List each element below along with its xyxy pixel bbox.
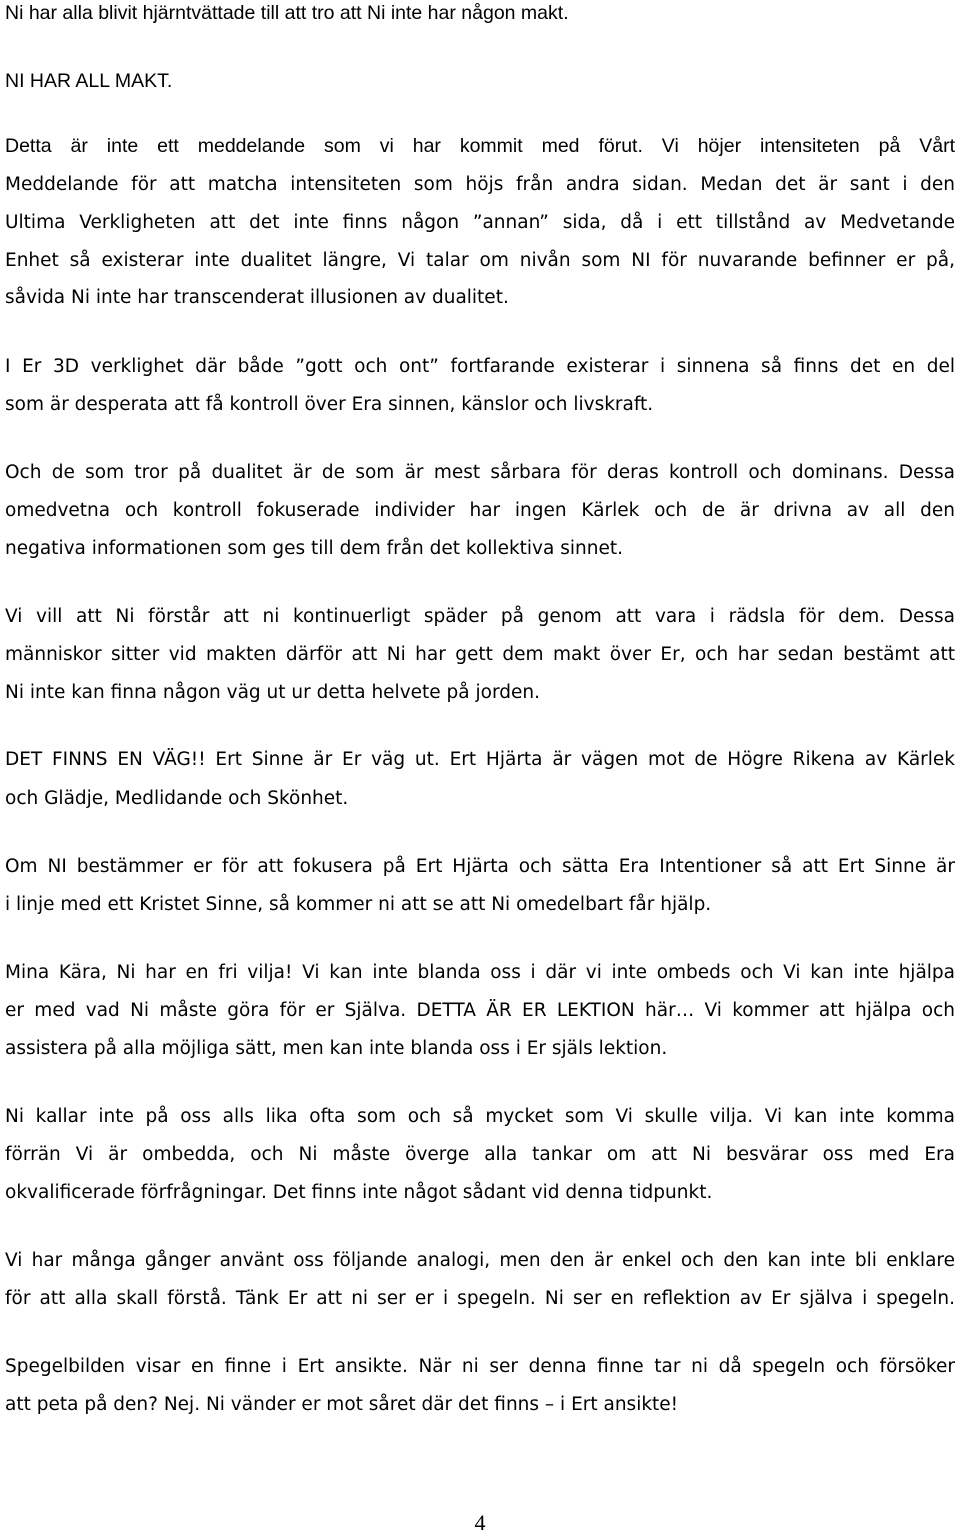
- text-line: Vi har många gånger använt oss följande analogi, men den är enkel och den kan inte bli enklare: [5, 1250, 955, 1271]
- text-line: okvalificerade förfrågningar. Det finns inte något sådant vid denna tidpunkt.: [5, 1182, 713, 1203]
- text-line: DET FINNS EN VÄG!! Ert Sinne är Er väg ut. Ert Hjärta är vägen mot de Högre Rikena av Kärlek: [5, 749, 955, 770]
- text-line: Mina Kära, Ni har en fri vilja! Vi kan inte blanda oss i där vi inte ombeds och Vi kan inte hjälpa: [5, 962, 955, 983]
- page-number: 4: [474, 1510, 486, 1535]
- text-line: Och de som tror på dualitet är de som är mest sårbara för deras kontroll och dominans. Dessa: [5, 462, 955, 483]
- text-line: att peta på den? Nej. Ni vänder er mot såret där det finns – i Ert ansikte!: [5, 1394, 679, 1415]
- text-line: er med vad Ni måste göra för er Själva. DETTA ÄR ER LEKTION här… Vi kommer att hjälpa och: [5, 1000, 955, 1021]
- text-line: Om NI bestämmer er för att fokusera på Ert Hjärta och sätta Era Intentioner så att Ert Sinne är: [5, 856, 955, 877]
- text-line: och Glädje, Medlidande och Skönhet.: [5, 788, 349, 809]
- text-line: omedvetna och kontroll fokuserade individer har ingen Kärlek och de är drivna av all den: [5, 500, 955, 521]
- text-line: I Er 3D verklighet där både ”gott och ont” fortfarande existerar i sinnena så finns det en del: [5, 356, 955, 377]
- text-line: assistera på alla möjliga sätt, men kan inte blanda oss i Er själs lektion.: [5, 1038, 668, 1059]
- text-line: Meddelande för att matcha intensiteten som höjs från andra sidan. Medan det är sant i den: [5, 174, 955, 195]
- text-line: Ni har alla blivit hjärntvättade till att tro att Ni inte har någon makt.: [5, 2, 569, 24]
- text-line: Ultima Verkligheten att det inte finns någon ”annan” sida, då i ett tillstånd av Medvetande: [5, 212, 955, 233]
- text-line: Spegelbilden visar en finne i Ert ansikte. När ni ser denna finne tar ni då spegeln och försöker: [5, 1356, 955, 1377]
- document-page: [5, 0, 955, 1534]
- text-line: Detta är inte ett meddelande som vi har kommit med förut. Vi höjer intensiteten på Vårt: [5, 135, 955, 157]
- text-line: förrän Vi är ombedda, och Ni måste överge alla tankar om att Ni besvärar oss med Era: [5, 1144, 955, 1165]
- text-line: negativa informationen som ges till dem från det kollektiva sinnet.: [5, 538, 623, 559]
- text-line: NI HAR ALL MAKT.: [5, 70, 173, 92]
- text-line: Ni kallar inte på oss alls lika ofta som och så mycket som Vi skulle vilja. Vi kan inte komma: [5, 1106, 955, 1127]
- text-line: som är desperata att få kontroll över Era sinnen, känslor och livskraft.: [5, 394, 654, 415]
- text-line: i linje med ett Kristet Sinne, så kommer ni att se att Ni omedelbart får hjälp.: [5, 894, 712, 915]
- text-line: människor sitter vid makten därför att Ni har gett dem makt över Er, och har sedan bestämt att: [5, 644, 955, 665]
- text-line: Vi vill att Ni förstår att ni kontinuerligt späder på genom att vara i rädsla för dem. Dessa: [5, 606, 955, 627]
- text-line: såvida Ni inte har transcenderat illusionen av dualitet.: [5, 287, 509, 308]
- text-line: för att alla skall förstå. Tänk Er att ni ser er i spegeln. Ni ser en reflektion av Er själva i spegeln.: [5, 1288, 955, 1309]
- text-line: Ni inte kan finna någon väg ut ur detta helvete på jorden.: [5, 682, 540, 703]
- text-line: Enhet så existerar inte dualitet längre, Vi talar om nivån som NI för nuvarande befinner er på,: [5, 250, 955, 271]
